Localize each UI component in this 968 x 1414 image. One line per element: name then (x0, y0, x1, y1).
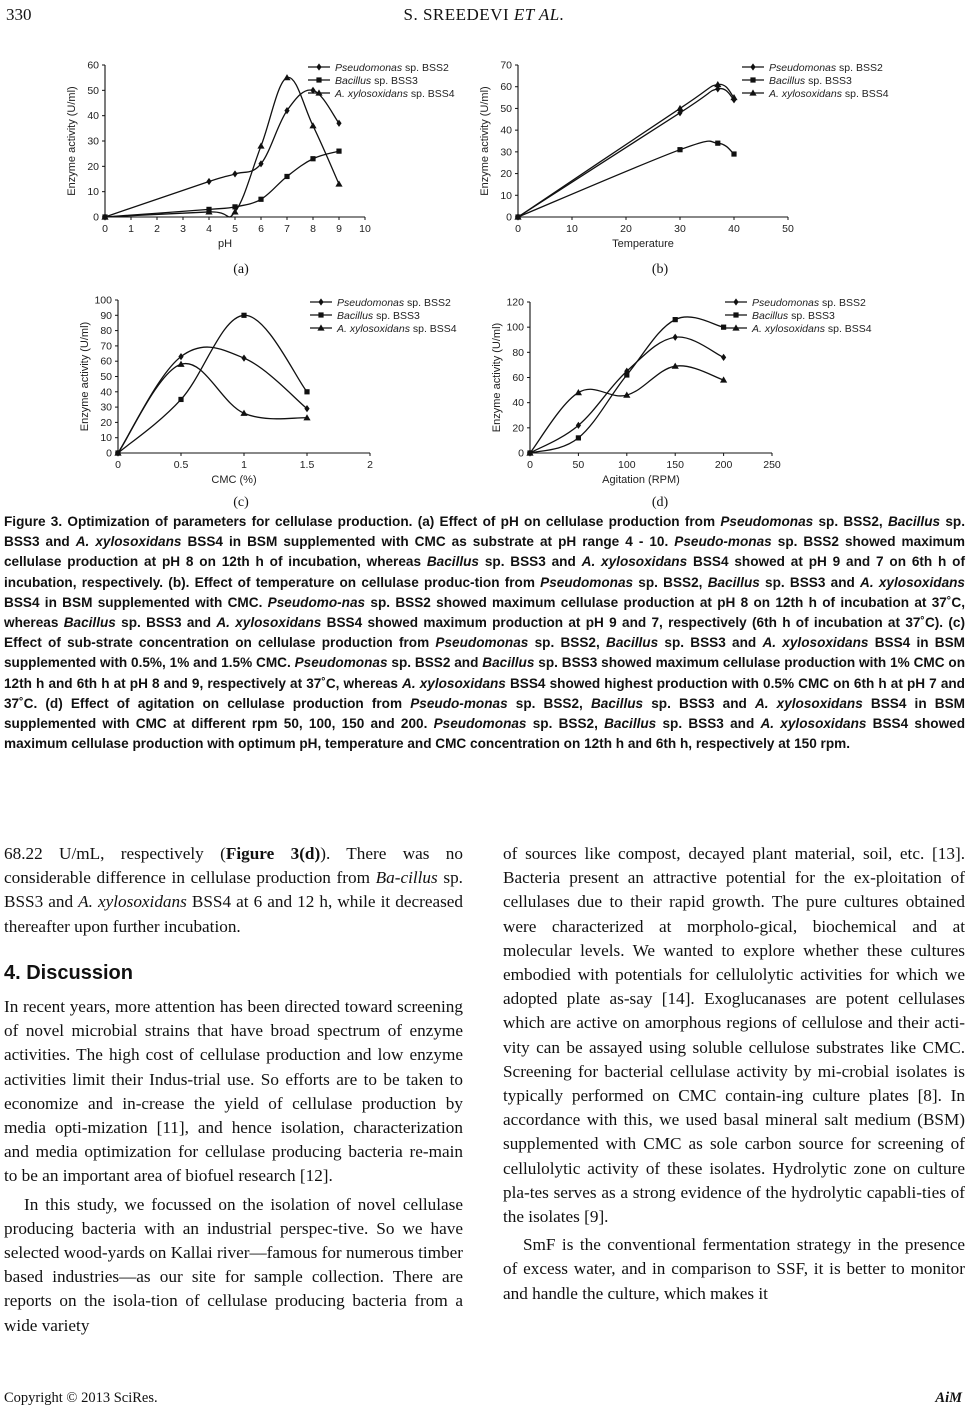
legend-entry-rest: sp. BSS2 (404, 297, 451, 309)
y-tick-label: 120 (506, 296, 524, 309)
series-line (118, 347, 307, 453)
data-point (241, 313, 246, 318)
legend-entry (334, 88, 455, 100)
paragraph: In recent years, more attention has been directed toward screening of novel microbial strains that have broad spectrum of enzyme activities. The high cost of cellulase production and low enzyme activities limit their Indus-trial use. So efforts are to be taken to economize and in-crease the yield of cellulase production by media opti-mization [11], and hence isolation, characterization and media optimization for cellulase producing bacteria re-main to be an important area of biofuel research [12]. (4, 997, 463, 1186)
data-point (335, 180, 342, 186)
y-tick-label: 20 (512, 422, 524, 435)
y-tick-label: 60 (500, 81, 512, 94)
legend-entry-italic: Bacillus (335, 75, 372, 87)
data-point (575, 389, 582, 395)
y-tick-label: 30 (500, 146, 512, 159)
y-tick-label: 50 (500, 102, 512, 115)
legend-marker (733, 312, 738, 317)
y-axis-label: Enzyme activity (U/ml) (79, 321, 91, 432)
legend-entry-italic: A. xylosoxidans (752, 323, 825, 335)
legend-entry-rest: sp. BSS3 (788, 310, 835, 322)
chart-panel-d (480, 290, 900, 495)
x-tick-label: 20 (620, 223, 632, 235)
page-number: 330 (6, 5, 32, 24)
y-tick-label: 0 (518, 447, 524, 460)
chart-panel-a (58, 55, 478, 260)
data-point (178, 397, 183, 402)
legend-entry-italic: Bacillus (769, 75, 806, 87)
legend-entry-italic: A. xylosoxidans (335, 88, 408, 100)
series-line (105, 90, 339, 217)
data-point (178, 353, 183, 360)
x-tick-label: 7 (284, 223, 290, 235)
data-point (309, 122, 316, 128)
series-line (530, 317, 724, 453)
data-point (310, 156, 315, 161)
x-tick-label: 100 (618, 459, 636, 471)
y-tick-label: 40 (100, 386, 112, 399)
x-axis-label: Temperature (612, 238, 674, 250)
series-line (105, 151, 339, 217)
paragraph: In this study, we focussed on the isolation of novel cellulase producing bacteria with an industrial perspec-tive. So we have selected wood-yards on Kallai river—famous for numerous timber based industries—as our site for sample collection. There are reports on the isola-tion of cellulase producing bacteria from a wide variety (4, 1194, 463, 1335)
legend-entry (335, 62, 449, 74)
x-tick-label: 5 (232, 223, 238, 235)
data-point (721, 325, 726, 330)
right-column (503, 842, 965, 1306)
legend-marker (750, 77, 755, 82)
y-tick-label: 80 (100, 325, 112, 338)
x-tick-label: 4 (206, 223, 212, 235)
y-axis-label: Enzyme activity (U/ml) (479, 86, 491, 196)
y-tick-label: 10 (100, 432, 112, 445)
y-tick-label: 20 (87, 160, 99, 173)
x-tick-label: 10 (359, 223, 371, 235)
y-tick-label: 50 (87, 84, 99, 97)
legend-entry-italic: Pseudomonas (769, 62, 837, 74)
legend-entry (336, 323, 457, 335)
panel-label-c: (c) (233, 495, 249, 510)
data-point (241, 355, 246, 362)
x-tick-label: 30 (674, 223, 686, 235)
x-tick-label: 0 (515, 223, 521, 235)
legend-entry-rest: sp. BSS4 (824, 323, 872, 335)
legend-marker (733, 298, 738, 305)
x-tick-label: 40 (728, 223, 740, 235)
x-tick-label: 2 (154, 223, 160, 235)
y-tick-label: 40 (87, 110, 99, 123)
chart-panel-b (480, 55, 900, 260)
y-tick-label: 40 (500, 124, 512, 137)
series-line (118, 364, 307, 453)
x-tick-label: 3 (180, 223, 186, 235)
data-point (304, 389, 309, 394)
legend-entry (335, 75, 418, 87)
y-tick-label: 100 (506, 321, 524, 334)
data-point (257, 142, 264, 148)
x-tick-label: 0 (527, 459, 533, 471)
y-tick-label: 80 (512, 346, 524, 359)
x-tick-label: 50 (782, 223, 794, 235)
y-axis-label: Enzyme activity (U/ml) (66, 86, 78, 196)
legend-entry (769, 62, 883, 74)
footer-copyright: Copyright © 2013 SciRes. (4, 1390, 158, 1406)
legend-entry-italic: Pseudomonas (752, 297, 820, 309)
legend-entry-italic: A. xylosoxidans (769, 88, 842, 100)
data-point (284, 174, 289, 179)
legend-marker (750, 63, 755, 70)
data-point (624, 372, 629, 377)
legend-entry-rest: sp. BSS3 (805, 75, 852, 87)
y-tick-label: 60 (87, 59, 99, 72)
data-point (206, 178, 211, 185)
legend-marker (318, 298, 323, 305)
y-tick-label: 0 (93, 211, 99, 224)
x-tick-label: 200 (714, 459, 733, 471)
paragraph: SmF is the conventional fermentation strategy in the presence of excess water, and in comparison to SSF, it is better to monitor and handle the culture, which makes it (503, 1235, 965, 1303)
y-tick-label: 90 (100, 309, 112, 322)
y-tick-label: 60 (512, 372, 524, 384)
x-tick-label: 1 (128, 223, 134, 235)
x-axis-label: CMC (%) (211, 474, 257, 486)
y-axis-label: Enzyme activity (U/ml) (491, 322, 503, 433)
legend-entry-italic: A. xylosoxidans (337, 323, 410, 335)
x-tick-label: 1 (241, 459, 247, 471)
y-tick-label: 10 (500, 189, 512, 202)
legend-entry-rest: sp. BSS4 (841, 88, 889, 100)
data-point (715, 141, 720, 146)
legend-entry (752, 310, 835, 322)
legend-entry (752, 297, 866, 309)
legend-entry-rest: sp. BSS3 (373, 310, 420, 322)
series-line (518, 141, 734, 217)
data-point (576, 422, 581, 429)
data-point (576, 435, 581, 440)
legend-entry-rest: sp. BSS2 (819, 297, 866, 309)
left-column (4, 842, 463, 1338)
panel-label-b: (b) (651, 262, 669, 277)
legend-entry (751, 323, 872, 335)
data-point (731, 151, 736, 156)
data-point (304, 405, 309, 412)
x-tick-label: 9 (336, 223, 342, 235)
data-point (336, 149, 341, 154)
chart-panel-c (70, 290, 480, 495)
x-axis-label: Agitation (RPM) (602, 474, 680, 486)
legend-entry (769, 75, 852, 87)
x-tick-label: 10 (566, 223, 578, 235)
legend-entry-italic: Bacillus (752, 310, 789, 322)
x-tick-label: 2 (367, 459, 373, 471)
legend-marker (318, 312, 323, 317)
series-line (105, 77, 339, 217)
data-point (676, 105, 683, 111)
y-tick-label: 0 (506, 211, 512, 224)
paragraph: 68.22 U/mL, respectively (Figure 3(d)). There was no considerable difference in cellulase production from Ba-cillus sp. BSS3 and A. xylosoxidans BSS4 at 6 and 12 h, while it decreased thereafter upon further incubation. (4, 844, 463, 936)
series-line (518, 89, 734, 217)
x-tick-label: 8 (310, 223, 316, 235)
et-al: ET AL. (513, 5, 565, 24)
legend-entry-rest: sp. BSS4 (407, 88, 455, 100)
y-tick-label: 10 (87, 186, 99, 199)
series-line (518, 84, 734, 217)
data-point (721, 354, 726, 361)
legend-entry-italic: Pseudomonas (335, 62, 403, 74)
legend-entry-italic: Pseudomonas (337, 297, 405, 309)
legend-entry-rest: sp. BSS2 (836, 62, 883, 74)
y-tick-label: 100 (94, 294, 112, 307)
footer-journal: AiM (935, 1390, 962, 1406)
y-tick-label: 30 (100, 401, 112, 414)
y-tick-label: 70 (100, 340, 112, 353)
legend-entry (768, 88, 889, 100)
x-axis-label: pH (217, 238, 233, 250)
legend-marker (316, 77, 321, 82)
x-tick-label: 0 (102, 223, 108, 235)
x-tick-label: 0.5 (173, 459, 189, 471)
legend-marker (316, 63, 321, 70)
data-point (673, 334, 678, 341)
y-tick-label: 70 (500, 59, 512, 72)
legend-entry-rest: sp. BSS2 (402, 62, 449, 74)
y-tick-label: 50 (100, 371, 112, 383)
y-tick-label: 20 (100, 416, 112, 429)
x-tick-label: 1.5 (299, 459, 315, 471)
data-point (232, 170, 237, 177)
panel-label-d: (d) (651, 495, 669, 510)
legend-entry-rest: sp. BSS4 (409, 323, 457, 335)
y-tick-label: 30 (87, 135, 99, 148)
data-point (677, 147, 682, 152)
figure-caption: Figure 3. Optimization of parameters for cellulase production. (a) Effect of pH on cellulase production from Pseudomonas sp. BSS2, Bacillus sp. BSS3 and A. xylosoxidans BSS4 in BSM supplemented with CMC as substrate at pH range 4 - 10. Pseudo-monas sp. BSS2 showed maximum cellulase production at pH 8 on 12th h of incubation, whereas Bacillus sp. BSS3 and A. xylosoxidans BSS4 showed at pH 9 and 7 on 6th h of incubation, respectively. (b). Effect of temperature on cellulase produc-tion from Pseudomonas sp. BSS2, Bacillus sp. BSS3 and A. xylosoxidans BSS4 in BSM supplemented with CMC. Pseudomo-nas sp. BSS2 showed maximum cellulase production at pH 8 on 12th h of incubation at 37˚C, whereas Bacillus sp. BSS3 and A. xylosoxidans BSS4 showed maximum production at pH 9 and 7, respectively (6th h of incubation at 37˚C). (c) Effect of sub-strate concentration on cellulase production from Pseudomonas sp. BSS2, Bacillus sp. BSS3 and A. xylosoxidans BSS4 in BSM supplemented with 0.5%, 1% and 1.5% CMC. Pseudomonas sp. BSS2 and Bacillus sp. BSS3 showed maximum cellulase production with 1% CMC on 12th h and 6th h at pH 8 and 9, respectively at 37˚C, whereas A. xylosoxidans BSS4 showed highest production with 0.5% CMC on 6th h at pH 7 and 37˚C. (d) Effect of agitation on cellulase production from Pseudo-monas sp. BSS2, Bacillus sp. BSS3 and A. xylosoxidans BSS4 in BSM supplemented with CMC at different rpm 50, 100, 150 and 200. Pseudomonas sp. BSS2, Bacillus sp. BSS3 and A. xylosoxidans BSS4 showed maximum cellulase production with optimum pH, temperature and CMC concentration on 12th h and 6th h, respectively at 150 rpm. (4, 514, 966, 752)
data-point (673, 317, 678, 322)
data-point (258, 197, 263, 202)
x-tick-label: 6 (258, 223, 264, 235)
author-name: S. SREEDEVI (403, 5, 510, 24)
x-tick-label: 150 (666, 459, 684, 471)
y-tick-label: 0 (106, 447, 112, 460)
legend-entry (337, 310, 420, 322)
series-line (530, 366, 724, 453)
section-heading: 4. Discussion (4, 961, 133, 984)
running-header-authors (0, 5, 968, 25)
y-tick-label: 60 (100, 355, 112, 368)
x-tick-label: 50 (572, 459, 585, 471)
x-tick-label: 0 (115, 459, 121, 471)
legend-entry (337, 297, 451, 309)
paragraph: of sources like compost, decayed plant material, soil, etc. [13]. Bacteria present an attractive potential for the ex-ploitation of cellulases due to their rapid growth. The pure cultures obtained were characterized at morpholo-gical, biochemical and at molecular levels. We wanted to explore whether these cultures embodied with potentials for cellulolytic activities for which we adopted plate as-say [14]. Exoglucanases are potent cellulases which are active on amorphous regions of cellulose and their acti-vity can be assayed using soluble cellulose substrates like CMC. Screening for bacterial cellulase activity by mi-crobial isolates is typically performed on CMC contain-ing culture plates [8]. In accordance with this, we used basal mineral salt medium (BSM) supplemented with CMC as sole carbon source for screening of cellulolytic activity of these isolates. Hydrolytic zone on culture pla-tes serves as a strong evidence of the hydrolytic capabli-ties of the isolates [9]. (503, 844, 965, 1227)
legend-entry-rest: sp. BSS3 (371, 75, 418, 87)
y-tick-label: 20 (500, 168, 512, 181)
x-tick-label: 250 (763, 459, 781, 471)
series-line (118, 315, 307, 453)
y-tick-label: 40 (512, 397, 524, 410)
legend-entry-italic: Bacillus (337, 310, 374, 322)
panel-label-a: (a) (233, 262, 249, 277)
